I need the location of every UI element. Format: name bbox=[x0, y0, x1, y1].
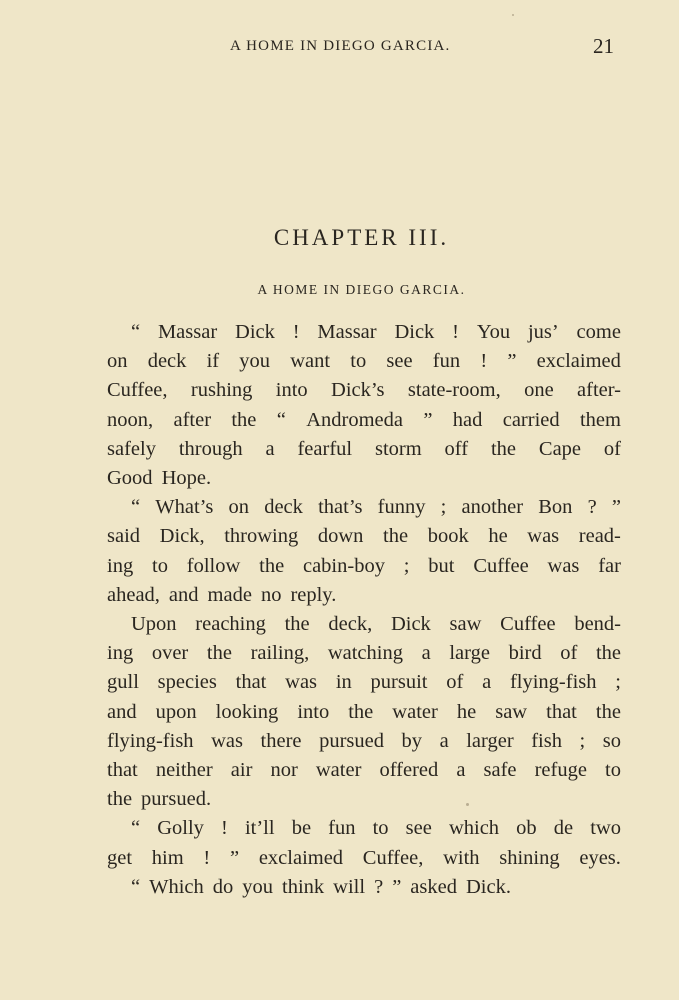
word: on bbox=[228, 496, 250, 519]
word: exclaimed bbox=[536, 350, 621, 373]
word: to bbox=[152, 554, 168, 577]
word: fearful bbox=[297, 437, 353, 460]
word: with bbox=[443, 846, 480, 869]
word: see bbox=[405, 817, 432, 840]
word: cabin-boy bbox=[302, 554, 385, 577]
word: reply. bbox=[290, 583, 337, 606]
word: “ bbox=[131, 817, 141, 840]
word: ! bbox=[203, 846, 211, 869]
word: was bbox=[285, 671, 318, 694]
word: the bbox=[259, 554, 285, 577]
word: carried bbox=[502, 408, 560, 431]
word: Good bbox=[107, 467, 153, 490]
text-line bbox=[107, 610, 621, 639]
word: ” bbox=[507, 350, 517, 373]
word: of bbox=[446, 671, 464, 694]
word: ” bbox=[229, 846, 240, 869]
word: read- bbox=[578, 525, 621, 548]
word: Dick bbox=[235, 321, 275, 343]
word: “ bbox=[131, 875, 141, 898]
word: ! bbox=[221, 817, 228, 840]
word: in bbox=[335, 671, 352, 694]
word: the bbox=[348, 700, 374, 723]
word: made bbox=[207, 583, 252, 606]
word: ahead, bbox=[107, 583, 160, 606]
word: and bbox=[168, 583, 199, 606]
word: ? bbox=[374, 875, 384, 898]
word: on bbox=[107, 350, 128, 373]
word: throwing bbox=[224, 525, 299, 548]
word: another bbox=[461, 496, 524, 519]
word: will bbox=[333, 875, 366, 898]
word: fun bbox=[432, 350, 461, 373]
word: Massar bbox=[157, 321, 218, 343]
word: it’ll bbox=[244, 817, 275, 840]
word: ! bbox=[292, 321, 300, 343]
chapter-title: CHAPTER III. bbox=[273, 225, 450, 250]
word: ? bbox=[587, 496, 597, 519]
text-line bbox=[107, 376, 621, 405]
word: the bbox=[490, 437, 517, 460]
word: ” bbox=[611, 496, 621, 519]
word: ; bbox=[615, 671, 621, 694]
word: there bbox=[260, 729, 302, 752]
word: a bbox=[421, 642, 431, 665]
text-line bbox=[107, 873, 621, 902]
word: ing bbox=[107, 554, 134, 577]
chapter-subtitle: A HOME IN DIEGO GARCIA. bbox=[257, 282, 466, 297]
word: that’s bbox=[318, 496, 363, 519]
word: railing, bbox=[250, 642, 310, 665]
word: book bbox=[427, 525, 469, 548]
word: Dick, bbox=[159, 525, 205, 548]
word: a bbox=[265, 437, 275, 460]
word: which bbox=[448, 817, 500, 840]
word: down bbox=[317, 525, 364, 548]
word: the bbox=[107, 788, 133, 811]
word: larger bbox=[466, 729, 514, 752]
word: Massar bbox=[317, 321, 377, 343]
page-number: 21 bbox=[593, 34, 614, 58]
word: Dick. bbox=[465, 875, 511, 898]
word: into bbox=[297, 700, 330, 723]
paper-speck bbox=[512, 14, 514, 16]
word: Dick bbox=[390, 613, 431, 636]
word: neither bbox=[155, 759, 213, 782]
word: that bbox=[546, 700, 577, 723]
word: the bbox=[595, 642, 621, 665]
word: “ bbox=[131, 496, 141, 519]
word: de bbox=[553, 817, 574, 840]
word: Dick bbox=[394, 321, 435, 343]
word: far bbox=[598, 554, 621, 577]
word: a bbox=[456, 759, 466, 782]
word: off bbox=[444, 437, 469, 460]
word: bird bbox=[508, 642, 542, 665]
word: exclaimed bbox=[258, 846, 344, 869]
word: Dick’s bbox=[331, 379, 385, 402]
word: Cuffee, bbox=[362, 846, 424, 869]
word: after bbox=[173, 408, 212, 431]
word: but bbox=[428, 554, 455, 577]
word: ; bbox=[579, 729, 586, 752]
word: the bbox=[284, 613, 310, 636]
word: shining bbox=[499, 846, 560, 869]
word: pursued. bbox=[141, 788, 212, 811]
text-line bbox=[107, 493, 621, 522]
word: see bbox=[386, 350, 413, 373]
word: that bbox=[235, 671, 267, 694]
word: bend- bbox=[574, 613, 621, 636]
word: deck bbox=[147, 350, 187, 373]
word: Andromeda bbox=[306, 408, 403, 431]
word: looking bbox=[215, 700, 279, 723]
word: was bbox=[527, 525, 560, 548]
word: safely bbox=[107, 437, 156, 460]
word: pursuit bbox=[370, 671, 428, 694]
word: do bbox=[212, 875, 234, 898]
word: saw bbox=[495, 700, 528, 723]
word: ” bbox=[423, 408, 433, 431]
word: fish bbox=[531, 729, 562, 752]
word: want bbox=[290, 350, 331, 373]
word: you bbox=[239, 350, 271, 373]
word: so bbox=[602, 729, 621, 752]
word: get bbox=[107, 846, 133, 869]
text-line bbox=[107, 522, 621, 551]
word: that bbox=[107, 759, 138, 782]
text-line bbox=[107, 698, 621, 727]
text-line bbox=[107, 727, 621, 756]
word: be bbox=[291, 817, 312, 840]
text-line bbox=[107, 844, 621, 873]
word: deck, bbox=[328, 613, 373, 636]
word: funny bbox=[377, 496, 426, 519]
word: You bbox=[476, 321, 511, 343]
word: saw bbox=[449, 613, 482, 636]
word: the bbox=[383, 525, 409, 548]
word: think bbox=[282, 875, 325, 898]
word: had bbox=[452, 408, 483, 431]
word: over bbox=[151, 642, 189, 665]
word: Golly bbox=[157, 817, 204, 840]
word: Upon bbox=[131, 613, 177, 636]
word: the bbox=[231, 408, 257, 431]
text-line bbox=[107, 639, 621, 668]
word: and bbox=[107, 700, 137, 723]
word: follow bbox=[186, 554, 241, 577]
word: safe bbox=[483, 759, 517, 782]
word: Cuffee bbox=[473, 554, 529, 577]
word: come bbox=[576, 321, 621, 343]
word: if bbox=[206, 350, 220, 373]
word: offered bbox=[379, 759, 439, 782]
word: watching bbox=[327, 642, 403, 665]
word: Cuffee, bbox=[107, 379, 168, 402]
word: was bbox=[547, 554, 580, 577]
word: species bbox=[157, 671, 217, 694]
word: water bbox=[392, 700, 438, 723]
word: to bbox=[350, 350, 367, 373]
word: noon, bbox=[107, 408, 154, 431]
text-line bbox=[107, 552, 621, 581]
word: “ bbox=[276, 408, 286, 431]
text-line bbox=[107, 785, 621, 814]
text-line bbox=[107, 756, 621, 785]
text-line bbox=[107, 668, 621, 697]
word: storm bbox=[374, 437, 422, 460]
word: asked bbox=[410, 875, 457, 898]
word: gull bbox=[107, 671, 139, 694]
word: refuge bbox=[534, 759, 587, 782]
word: of bbox=[603, 437, 621, 460]
word: you bbox=[242, 875, 274, 898]
word: two bbox=[590, 817, 621, 840]
word: the bbox=[206, 642, 232, 665]
word: reaching bbox=[195, 613, 266, 636]
body-text bbox=[107, 318, 621, 902]
word: upon bbox=[155, 700, 197, 723]
paper-speck bbox=[466, 803, 469, 806]
word: flying-fish bbox=[509, 671, 597, 694]
word: Bon bbox=[538, 496, 573, 519]
text-line bbox=[107, 581, 621, 610]
word: jus’ bbox=[527, 321, 559, 343]
word: after- bbox=[577, 379, 621, 402]
word: ; bbox=[440, 496, 447, 519]
word: ob bbox=[516, 817, 537, 840]
text-line bbox=[107, 406, 621, 435]
word: fun bbox=[328, 817, 356, 840]
word: he bbox=[488, 525, 508, 548]
word: into bbox=[275, 379, 308, 402]
word: nor bbox=[270, 759, 298, 782]
word: “ bbox=[131, 321, 141, 343]
text-line bbox=[107, 318, 621, 347]
word: Which bbox=[149, 875, 204, 898]
word: through bbox=[178, 437, 243, 460]
word: Cape bbox=[538, 437, 582, 460]
word: a bbox=[439, 729, 449, 752]
word: rushing bbox=[190, 379, 253, 402]
word: state-room, bbox=[407, 379, 501, 402]
text-line bbox=[107, 464, 621, 493]
word: water bbox=[315, 759, 362, 782]
text-line bbox=[107, 435, 621, 464]
word: ! bbox=[452, 321, 459, 343]
word: ! bbox=[480, 350, 488, 373]
word: Hope. bbox=[161, 467, 212, 490]
word: to bbox=[372, 817, 389, 840]
running-head: A HOME IN DIEGO GARCIA. bbox=[230, 38, 451, 54]
word: was bbox=[211, 729, 243, 752]
word: deck bbox=[264, 496, 303, 519]
word: ing bbox=[107, 642, 134, 665]
word: no bbox=[260, 583, 282, 606]
text-line bbox=[107, 347, 621, 376]
word: ; bbox=[403, 554, 410, 577]
word: Cuffee bbox=[500, 613, 556, 636]
word: air bbox=[230, 759, 253, 782]
word: by bbox=[401, 729, 423, 752]
word: them bbox=[579, 408, 621, 431]
word: a bbox=[482, 671, 492, 694]
word: to bbox=[605, 759, 621, 782]
word: of bbox=[560, 642, 578, 665]
word: eyes. bbox=[579, 846, 621, 869]
word: said bbox=[107, 525, 141, 548]
word: the bbox=[595, 700, 621, 723]
word: flying-fish bbox=[107, 729, 194, 752]
word: large bbox=[449, 642, 490, 665]
word: pursued bbox=[319, 729, 384, 752]
word: one bbox=[524, 379, 554, 402]
word: he bbox=[456, 700, 477, 723]
text-line bbox=[107, 814, 621, 843]
word: him bbox=[151, 846, 184, 869]
word: ” bbox=[392, 875, 402, 898]
word: What’s bbox=[155, 496, 214, 519]
